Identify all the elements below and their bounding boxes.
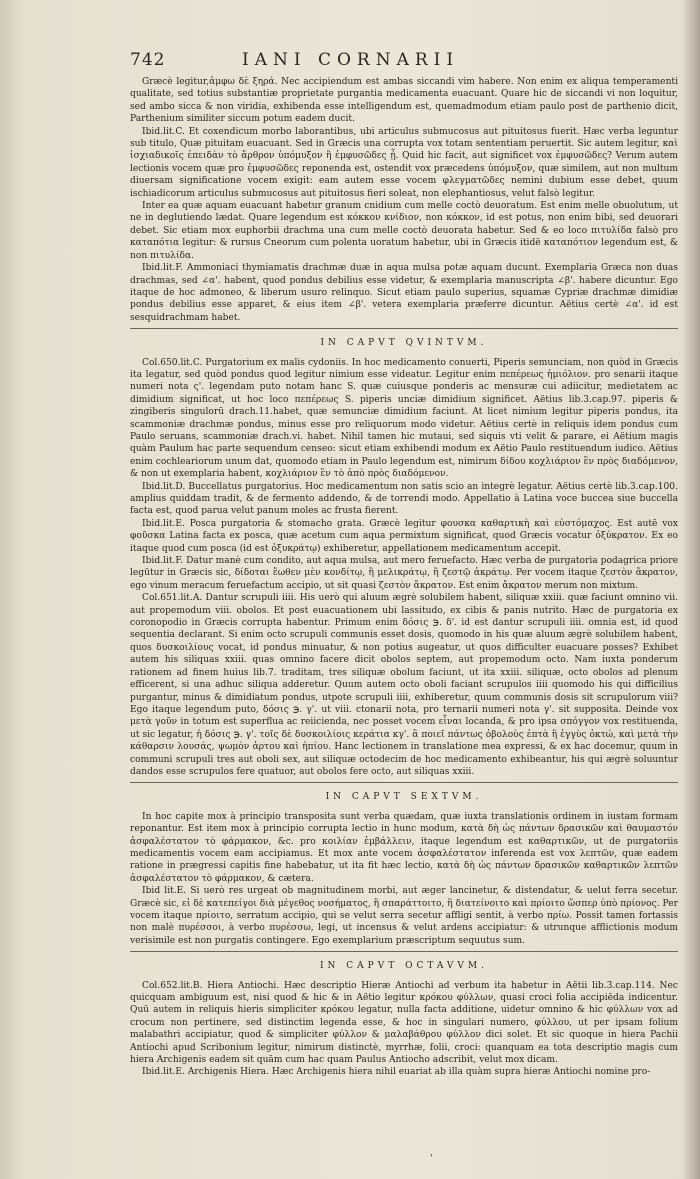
paragraph: Ibid.lit.F. Datur manè cum condito, aut aqua mulsa, aut mero feruefacto. Hæc verba de purgatoria podagrica priore legūtur in Græcis sic, δίδοται ἕωθεν μὲν κονδίτῳ, ἢ μελικράτῳ, ἢ ζεστῷ ἀκράτῳ. Per vocem itaque ζεστὸν ἄκρατον, ego vinum meracum feruefactum accipio, ut sit quasi ζεστὸν ἄκρατον. Est enim ἄκρατον merum non mixtum. (130, 556, 678, 591)
section-rule (130, 782, 678, 783)
paragraph: Col.650.lit.C. Purgatorium ex malis cydoniis. In hoc medicamento conuerti, Piperis semunciam, non quòd in Græcis ita legatur, sed quòd pondus quod legitur nimium esse videatur. Legitur enim πεπέρεως ἡμιόλιον. pro senarii itaque numeri nota ς'. legendam puto notam hanc S. quæ cuiusque ponderis ac mensuræ cui adiicitur, medietatem ac dimidium significat, ut hoc loco πεπέρεως S. piperis unciæ dimidium significet. Aëtius lib.3.cap.97. piperis & zingiberis singulorū drach.11.habet, quæ semunciæ dimidium faciunt. At licet nimium legitur piperis pondus, ita scammoniæ drachmæ pondus, minus esse pro reliquorum modo videtur. Aëtius certè in reliquis idem pondus cum Paulo seruans, scammoniæ drach.vi. habet. Nihil tamen hic mutaui, sed siquis vti velit & parare, ei Aëtium magis quàm Paulum hac parte sequendum censeo: sicut etiam exhibendi modum ex Aëtio Paulo restituendum iudico. Aëtius enim cochleariorum unum dat, quomodo etiam in Paulo legendum est, nimirum δίδου κοχλιάριον ἓν πρὸς διαδόμενον, & non ut exemplaria habent, κοχλιάριον ἓν τὸ ἀπὸ πρὸς διαδόμενον. (130, 357, 678, 480)
paragraph: Ibid.lit.C. Et coxendicum morbo laborantibus, ubi articulus submucosus aut pituitosus fuerit. Hæc verba leguntur sub titulo, Quæ pituitam euacuant. Sed in Græcis una corrupta vox totam sententiam peruertit. Sic autem legitur, καὶ ἰσχιαδικοῖς ἐπειδὰν τὸ ἄρθρον ὑπόμυξον ἢ ἐμφυσῶδες ᾖ. Quid hic facit, aut significet vox ἐμφυσῶδες? Verum autem lectionis vocem quæ pro ἐμφυσῶδες reponenda est, ostendit vox præcedens ὑπόμυξον, quæ similem, aut non multum diuersam significatione vocem exigit: eam autem esse vocem φλεγματῶδες nemini dubium esse debet, quum ischiadicorum articulus submucosus aut pituitosus fieri soleat, non elephantiosus, velut falsò legitur. (130, 126, 678, 199)
page-header (130, 50, 690, 74)
footer-mark: ' (430, 1154, 433, 1164)
paragraph: Ibid.lit.E. Posca purgatoria & stomacho grata. Græcè legitur φουσκα καθαρτικὴ καὶ εὐστόμαχος. Est autē vox φοῦσκα Latina facta ex posca, quæ acetum cum aqua permixtum significat, quod Græcis vocatur ὀξύκρατον. Ex eo itaque quod cum posca (id est ὀξυκράτῳ) exhiberetur, appellationem medicamentum accepit. (130, 518, 678, 554)
paragraph: Inter ea quæ aquam euacuant habetur granum cnidium cum melle coctò deuoratum. Est enim melle obuolutum, ut ne in deglutiendo lædat. Quare legendum est κόκκον κνίδιον, non κόκκον, id est potus, non enim bibi, sed deuorari debet. Sic etiam mox euphorbii drachma una cum melle coctò deuorata habetur. Sed & eo loco πιτυλίδα falsò pro καταπότια legitur: & rursus Cneorum cum polenta uoratum habetur, ubi in Græcis itidē καταπότιον legendum est, & non πιτυλίδα. (130, 201, 678, 261)
section-title: IN CAPVT OCTAVVM. (320, 961, 488, 972)
paragraph: Col.652.lit.B. Hiera Antiochi. Hæc descriptio Hieræ Antiochi ad verbum ita habetur in Aëtii lib.3.cap.114. Nec quicquam ambiguum est, nisi quod & hic & in Aëtio legitur κρόκου φύλλων, quasi croci folia accipiēda indicentur. Quū autem in reliquis hieris simpliciter κρόκου legatur, nulla facta additione, uidetur omnino & hic φύλλων vox ad crocum non pertinere, sed distinctim legenda esse, & hoc in singulari numero, φύλλου, ut per ipsam folium malabathri accipiatur, quod & simpliciter φύλλον & μαλαβάθρου φύλλον dici solet. Et sic quoque in hiera Pachii Antiochi apud Scribonium legitur, nimirum distinctè, myrrhæ, folii, croci: quanquam ea tota descriptio magis cum hiera Archigenis eadem sit quām cum hac quam Paulus Antiocho adscribit, velut mox dicam. (130, 980, 678, 1066)
page-number: 742 (130, 50, 166, 70)
paragraph: Ibid.lit.D. Buccellatus purgatorius. Hoc medicamentum non satis scio an integrè legatur. Aëtius certè lib.3.cap.100. amplius quiddam tradit, & de fermento addendo, & de torrendi modo. Appellatio à Latina voce buccea siue buccella facta est, quod parua velut panum moles ac frusta fierent. (130, 481, 678, 517)
section-rule (130, 328, 678, 329)
section-title: IN CAPVT QVINTVM. (320, 338, 488, 349)
running-head: IANI CORNARII (242, 50, 460, 70)
gutter-shadow (682, 0, 700, 1179)
section-title: IN CAPVT SEXTVM. (325, 792, 483, 803)
paragraph: Ibid.lit.E. Archigenis Hiera. Hæc Archigenis hiera nihil euariat ab illa quàm supra hieræ Antiochi nomine pro- (142, 1067, 651, 1078)
section-rule (130, 951, 678, 952)
paragraph: Col.651.lit.A. Dantur scrupuli iiii. His uerò qui aluum ægrè solubilem habent, siliquæ xxiii. quæ faciunt omnino vii. aut propemodum viii. obolos. Et post euacuationem ubi lassitudo, ex cibis & panis nutrito. Hæc de purgatoria ex coronopodio in Græcis corrupta habentur. Primum enim δόσις ℈. δ'. id est dantur scrupuli iiii. omnia est, id quod sequentia declarant. Si enim octo scrupuli communis esset dosis, quomodo in his quæ aluum ægrè solubilem habent, quos δυσκοιλίους vocat, id pondus minuatur, & non potius augeatur, ut quos difficulter euacuare posses? Exhibet autem his siliquas xxiii. quas omnino facere dicit obolos septem, aut propemodum octo. Nam iuxta ponderum rationem ad finem huius lib.7. traditam, tres siliquæ obolum faciunt, ut ita xxiii. siliquæ, octo obolos ad plenum efficerent, si una adhuc siliqua adderetur. Quum autem octo oboli faciant scrupulos iiii quomodo his qui difficilius purgantur, minus & dimidiatum pondus, utpote scrupuli iiii, exhiberetur, quum communis dosis sit scrupulorum viii? Ego itaque legendum puto, δόσις ℈. γ'. ut viii. ctonarii nota, pro ternarii numeri nota γ'. sit supposita. Deinde vox μετὰ γοῦν in totum est superflua ac reiicienda, nec posset vocem εἶναι locanda, & pro ipsa σπόγγον vox restituenda, ut sic legatur, ἡ δόσις ℈. γ'. τοῖς δὲ δυσκοιλίοις κεράτια κγ'. ἃ ποιεῖ πάντως ὀβολοὺς ἑπτὰ ἢ ἐγγὺς ὀκτώ, καὶ μετὰ τὴν κάθαρσιν λουσάς, ψωμὸν ἀρτου καὶ ἠπίου. Hanc lectionem in translatione mea expressi, & ex hac docemur, quum in communi scrupuli tres aut oboli sex, aut siliquæ octodecim de hoc medicamento exhibeantur, his qui ægrè soluuntur dandos esse scrupulos fere quatuor, aut obolos fere octo, aut siliquas xxiii. (130, 593, 678, 777)
paragraph: Ibid lit.E. Si uerò res urgeat ob magnitudinem morbi, aut æger lancinetur, & distendatur, & uelut ferra secetur. Græcè sic, εἰ δὲ κατεπείγοι διὰ μέγεθος νοσήματος, ἢ σπαράττοιτο, ἢ διατείνοιτο καὶ πρίοιτο ὥσπερ ὑπὸ πρίονος. Per vocem itaque πρίοιτο, serratum accipio, qui se velut serra secetur affligi sentit, à verbo πρίω. Possit tamen fortassis non malè πυρέσσοι, à verbo πυρέσσω, legi, ut incensus & velut ardens accipiatur: & utrunque afflictionis modum verisimile est non purgatis contingere. Ego exemplarium præscriptum sequutus sum. (130, 886, 678, 946)
paragraph: Ibid.lit.F. Ammoniaci thymiamatis drachmæ duæ in aqua mulsa potæ aquam ducunt. Exemplaria Græca non duas drachmas, sed ∠α'. habent, quod pondus debilius esse videtur, & exemplaria manuscripta ∠β'. habere dicuntur. Ego itaque de hoc admoneo, & liberum usuro relinquo. Sicut etiam paulo superius, squamæ Cypriæ drachmæ dimidiæ pondus debilius esse apparet, & eius item ∠β'. vetera exemplaria præferre dicuntur. Aëtius certè ∠α'. id est sesquidrachmam habet. (130, 263, 678, 323)
paragraph: In hoc capite mox à principio transposita sunt verba quædam, quæ iuxta translationis ordinem in iustam formam reponantur. Est item mox à principio corrupta lectio in hunc modum, κατὰ δὴ ὡς πάντων δρασικῶν καὶ θαυμαστόν ἀσφαλέστατον τὸ φάρμακον, &c. pro κοιλίαν ἐμβάλλειν, itaque legendum est καθαρτικῶν, ut de purgatoriis medicamentis vocem eam accipiamus. Et mox ante vocem ἀσφαλέστατον inferenda est vox λεπτῶν, quæ eadem ratione in prægressi capitis fine habebatur, ut ita fit hæc lectio, κατὰ δὴ ὡς πάντων δρασικῶν καθαρτικῶν λεπτῶν ἀσφαλέστατον τὸ φάρμακον, & cætera. (130, 811, 678, 884)
main-text-column (130, 76, 678, 1151)
paragraph: Græcè legitur,ἀμφω δὲ ξηρά. Nec accipiendum est ambas siccandi vim habere. Non enim ex aliqua temperamenti qualitate, sed totius substantiæ proprietate purgantia medicamenta euacuant. Quare hic de siccandi vi non loquitur, sed ambo sicca & non viridia, exhibenda esse intelligendum est, quemadmodum etiam paulo post de parthenio dicit, Parthenium similiter siccum potum eadem ducit. (130, 77, 678, 125)
